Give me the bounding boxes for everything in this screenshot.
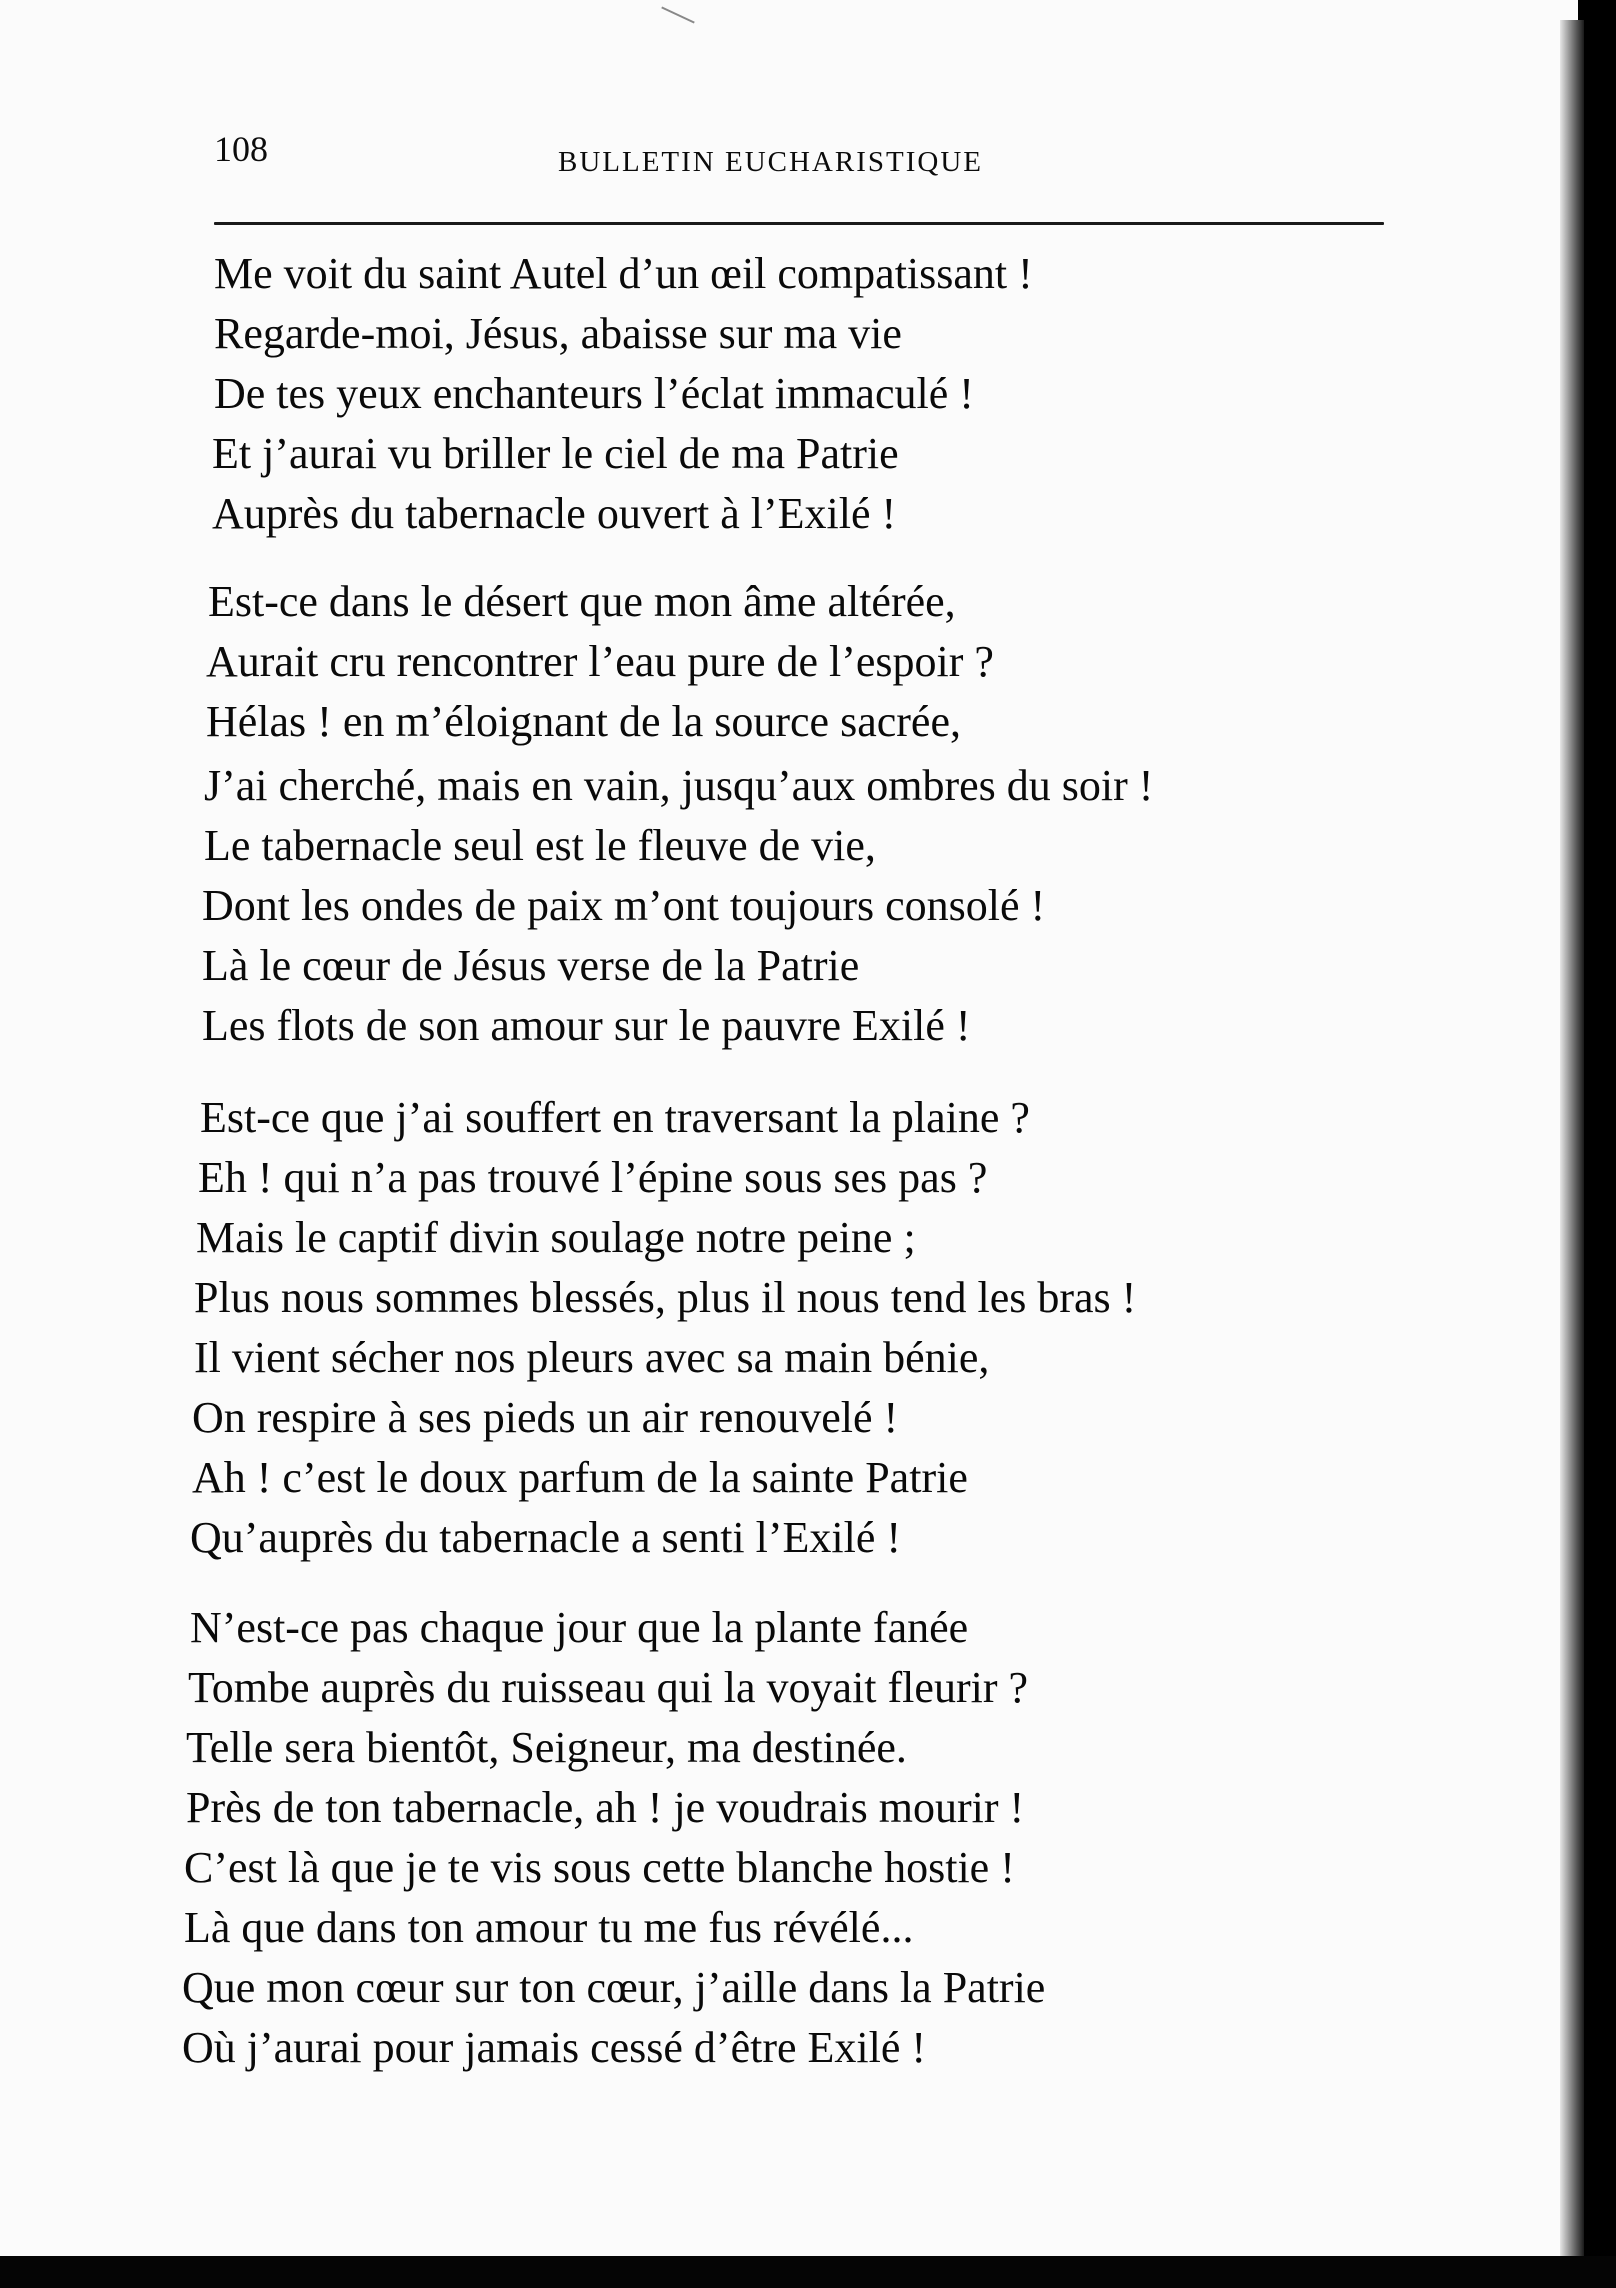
poem-line: Regarde-moi, Jésus, abaisse sur ma vie bbox=[214, 309, 902, 358]
poem-line: Le tabernacle seul est le fleuve de vie, bbox=[204, 821, 876, 870]
scan-mark bbox=[661, 6, 694, 23]
poem-line: Qu’auprès du tabernacle a senti l’Exilé ! bbox=[190, 1513, 902, 1562]
running-title: BULLETIN EUCHARISTIQUE bbox=[558, 146, 983, 178]
page-number: 108 bbox=[214, 129, 268, 169]
page-edge-shadow bbox=[1560, 20, 1584, 2256]
poem-line: Ah ! c’est le doux parfum de la sainte Patrie bbox=[192, 1453, 968, 1502]
poem-line: Telle sera bientôt, Seigneur, ma destinée. bbox=[186, 1723, 907, 1772]
poem-line: Et j’aurai vu briller le ciel de ma Patrie bbox=[212, 429, 899, 478]
poem-line: Là que dans ton amour tu me fus révélé... bbox=[184, 1903, 914, 1952]
poem-line: C’est là que je te vis sous cette blanche hostie ! bbox=[184, 1843, 1015, 1892]
poem-line: Est-ce que j’ai souffert en traversant la plaine ? bbox=[200, 1093, 1030, 1142]
poem-line: Dont les ondes de paix m’ont toujours consolé ! bbox=[202, 881, 1046, 930]
poem-line: N’est-ce pas chaque jour que la plante fanée bbox=[190, 1603, 969, 1652]
poem-line: Plus nous sommes blessés, plus il nous tend les bras ! bbox=[194, 1273, 1137, 1322]
poem-line: Me voit du saint Autel d’un œil compatissant ! bbox=[214, 249, 1033, 298]
scan-border bbox=[0, 2256, 1616, 2288]
poem-line: Il vient sécher nos pleurs avec sa main bénie, bbox=[194, 1333, 990, 1382]
poem-line: Là le cœur de Jésus verse de la Patrie bbox=[202, 941, 860, 990]
poem-line: Auprès du tabernacle ouvert à l’Exilé ! bbox=[212, 489, 897, 538]
poem-line: Hélas ! en m’éloignant de la source sacrée, bbox=[206, 697, 961, 746]
poem-line: Les flots de son amour sur le pauvre Exilé ! bbox=[202, 1001, 971, 1050]
poem-line: Est-ce dans le désert que mon âme altérée, bbox=[208, 577, 956, 626]
poem-line: Tombe auprès du ruisseau qui la voyait fleurir ? bbox=[188, 1663, 1028, 1712]
poem-line: Mais le captif divin soulage notre peine ; bbox=[196, 1213, 916, 1262]
poem-line: On respire à ses pieds un air renouvelé ! bbox=[192, 1393, 899, 1442]
poem-line: J’ai cherché, mais en vain, jusqu’aux ombres du soir ! bbox=[204, 761, 1154, 810]
header-rule bbox=[214, 222, 1384, 225]
poem-line: Eh ! qui n’a pas trouvé l’épine sous ses pas ? bbox=[198, 1153, 988, 1202]
poem-line: Près de ton tabernacle, ah ! je voudrais mourir ! bbox=[186, 1783, 1025, 1832]
poem-line: Que mon cœur sur ton cœur, j’aille dans la Patrie bbox=[182, 1963, 1046, 2012]
poem-line: Où j’aurai pour jamais cessé d’être Exilé ! bbox=[182, 2023, 927, 2072]
poem-line: Aurait cru rencontrer l’eau pure de l’espoir ? bbox=[206, 637, 994, 686]
poem-line: De tes yeux enchanteurs l’éclat immaculé ! bbox=[214, 369, 974, 418]
